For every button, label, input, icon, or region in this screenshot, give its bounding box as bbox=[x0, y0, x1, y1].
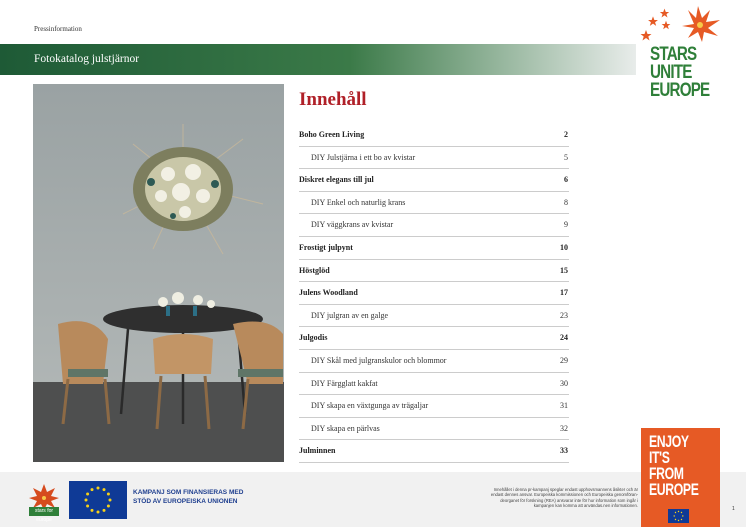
banner-title: Fotokatalog julstjärnor bbox=[34, 53, 140, 65]
toc-entry-page: 5 bbox=[564, 152, 568, 162]
toc-entry-page: 15 bbox=[560, 265, 568, 275]
toc-entry-page: 30 bbox=[560, 378, 568, 388]
enjoy-line-2: IT'S FROM bbox=[649, 448, 684, 483]
toc-entry-label: DIY Färgglatt kakfat bbox=[311, 378, 378, 388]
toc-row bbox=[299, 395, 569, 418]
disclaimer-line: kampanjen kan komma att användas.nen informationen. bbox=[533, 502, 638, 508]
toc-entry-label: Diskret elegans till jul bbox=[299, 175, 374, 185]
toc-row bbox=[299, 192, 569, 215]
eu-line-2: STÖD AV EUROPEISKA UNIONEN bbox=[133, 498, 238, 505]
cover-photo bbox=[33, 84, 284, 462]
toc-entry-page: 32 bbox=[560, 423, 568, 433]
toc-entry-label: DIY Skål med julgranskulor och blommor bbox=[311, 355, 447, 365]
toc-entry-label: DIY julgran av en galge bbox=[311, 310, 389, 320]
toc-entry-label: DIY väggkrans av kvistar bbox=[311, 220, 394, 230]
toc-row bbox=[299, 169, 569, 192]
toc-entry-label: DIY Enkel och naturlig krans bbox=[311, 197, 406, 207]
toc-entry-label: Frostigt julpynt bbox=[299, 242, 353, 252]
logo-line-3: EUROPE bbox=[650, 80, 710, 101]
toc-title: Innehåll bbox=[299, 89, 367, 110]
toc-entry-page: 24 bbox=[560, 333, 568, 343]
toc-entry-label: Julens Woodland bbox=[299, 288, 358, 298]
stars-unite-europe-logo bbox=[636, 6, 742, 114]
toc-entry-label: Julgodis bbox=[299, 333, 328, 343]
toc-entry-page: 33 bbox=[560, 446, 568, 456]
toc-entry-page: 10 bbox=[560, 242, 568, 252]
toc-entry-page: 31 bbox=[560, 401, 568, 411]
toc-entry-label: DIY skapa en pärlvas bbox=[311, 423, 380, 433]
toc-entry-page: 29 bbox=[560, 355, 568, 365]
logo-line-2: UNITE bbox=[650, 62, 692, 83]
disclaimer bbox=[420, 487, 638, 508]
table-of-contents bbox=[299, 124, 569, 463]
toc-row bbox=[299, 373, 569, 396]
disclaimer-line: endast dennes ansvar. Europeiska kommissionen och Europeiska genomföran- bbox=[490, 492, 638, 498]
toc-row bbox=[299, 214, 569, 237]
toc-entry-page: 9 bbox=[564, 220, 568, 230]
press-label: Pressinformation bbox=[34, 25, 82, 33]
footer bbox=[0, 472, 746, 527]
toc-entry-label: Boho Green Living bbox=[299, 130, 365, 139]
toc-row bbox=[299, 282, 569, 305]
toc-entry-page: 8 bbox=[564, 197, 568, 207]
toc-entry-label: DIY skapa en växtgunga av trägaljar bbox=[311, 401, 429, 411]
toc-row bbox=[299, 237, 569, 260]
enjoy-text bbox=[649, 434, 699, 498]
toc-entry-page: 23 bbox=[560, 310, 568, 320]
toc-entry-page: 2 bbox=[564, 130, 568, 139]
toc-row bbox=[299, 260, 569, 283]
eu-funding-text bbox=[133, 488, 273, 506]
enjoy-line-1: ENJOY bbox=[649, 432, 689, 451]
page-number: 1 bbox=[732, 506, 735, 512]
stars-for-europe-logo bbox=[27, 480, 61, 523]
toc-row bbox=[299, 327, 569, 350]
toc-entry-page: 6 bbox=[564, 175, 568, 185]
disclaimer-line: Innehållet i denna pr-kampanj speglar endast upphovsmannens åsikter och är bbox=[493, 487, 638, 492]
toc-entry-label: DIY Julstjärna i ett bo av kvistar bbox=[311, 152, 416, 162]
header-banner bbox=[0, 44, 636, 75]
toc-row bbox=[299, 124, 569, 147]
poinsettia-stars-icon bbox=[636, 6, 742, 46]
toc-row bbox=[299, 350, 569, 373]
logo-line-1: STARS bbox=[650, 44, 697, 65]
disclaimer-line: deorganet för forskning (REA) ansvarar inte för hur information som ingår i bbox=[500, 497, 638, 503]
toc-entry-label: Höstglöd bbox=[299, 265, 330, 275]
toc-entry-page: 17 bbox=[560, 288, 568, 298]
enjoy-europe-badge bbox=[641, 428, 720, 527]
eu-flag-small-icon bbox=[668, 509, 689, 523]
toc-row bbox=[299, 418, 569, 441]
eu-line-1: KAMPANJ SOM FINANSIERAS MED bbox=[133, 489, 244, 496]
eu-flag-icon bbox=[69, 481, 127, 519]
small-logo-text: stars for europe bbox=[29, 507, 59, 516]
toc-row bbox=[299, 440, 569, 463]
enjoy-line-3: EUROPE bbox=[649, 480, 699, 499]
toc-row bbox=[299, 147, 569, 170]
toc-row bbox=[299, 305, 569, 328]
toc-entry-label: Julminnen bbox=[299, 446, 336, 456]
